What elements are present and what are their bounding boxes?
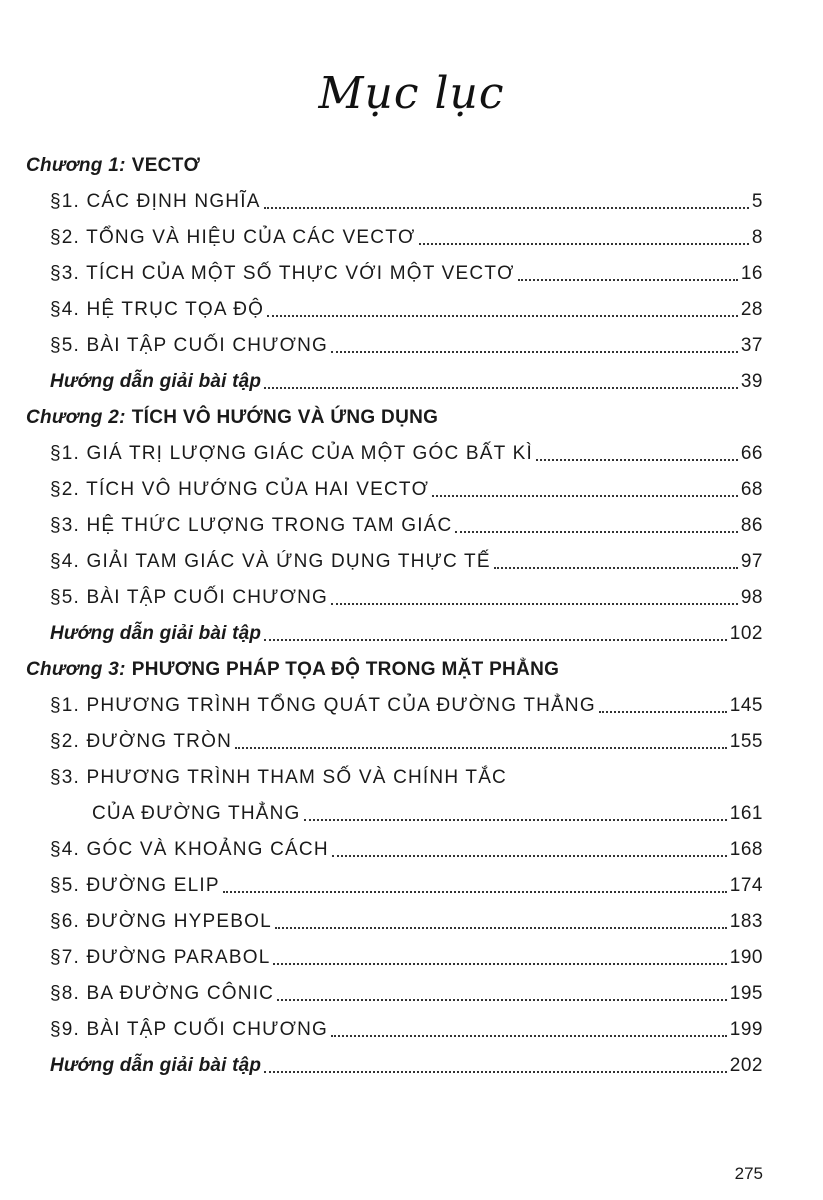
- chapter-label: Chương 3:: [26, 659, 126, 680]
- toc-entry: [0, 940, 823, 976]
- dot-leader: [264, 639, 727, 641]
- chapter-label: Chương 2:: [26, 407, 126, 428]
- toc-guide-entry: [0, 616, 823, 652]
- page-number: 275: [734, 1164, 763, 1183]
- entry-page: 195: [729, 983, 763, 1004]
- dot-leader: [264, 387, 738, 389]
- chapter-name: TÍCH VÔ HƯỚNG VÀ ỨNG DỤNG: [131, 407, 439, 428]
- entry-page: 145: [729, 695, 763, 716]
- entry-page: 174: [729, 875, 763, 896]
- dot-leader: [331, 603, 738, 605]
- entry-title: §4. HỆ TRỤC TỌA ĐỘ: [50, 299, 265, 320]
- toc-entry: [0, 1012, 823, 1048]
- toc-entry: [0, 292, 823, 328]
- toc-entry: [0, 544, 823, 580]
- dot-leader: [331, 351, 738, 353]
- entry-title: §2. TÍCH VÔ HƯỚNG CỦA HAI VECTƠ: [50, 479, 430, 500]
- dot-leader: [536, 459, 738, 461]
- toc-entry: [0, 724, 823, 760]
- toc-entry-continuation: [0, 796, 823, 832]
- dot-leader: [275, 927, 727, 929]
- chapter-heading: [0, 652, 823, 688]
- entry-page: 8: [751, 227, 763, 248]
- entry-title: §3. HỆ THỨC LƯỢNG TRONG TAM GIÁC: [50, 515, 453, 536]
- entry-page: 98: [740, 587, 763, 608]
- entry-title: §3. TÍCH CỦA MỘT SỐ THỰC VỚI MỘT VECTƠ: [50, 263, 515, 284]
- dot-leader: [494, 567, 738, 569]
- entry-title: §1. PHƯƠNG TRÌNH TỔNG QUÁT CỦA ĐƯỜNG THẲNG: [50, 695, 596, 716]
- toc-guide-entry: [0, 364, 823, 400]
- chapter-label: Chương 1:: [26, 155, 126, 176]
- dot-leader: [432, 495, 738, 497]
- entry-title-continuation: CỦA ĐƯỜNG THẲNG: [92, 803, 301, 824]
- entry-title: §5. BÀI TẬP CUỐI CHƯƠNG: [50, 335, 328, 356]
- guide-page: 39: [740, 371, 763, 392]
- dot-leader: [264, 207, 749, 209]
- dot-leader: [273, 963, 726, 965]
- entry-title: §7. ĐƯỜNG PARABOL: [50, 947, 271, 968]
- guide-title: Hướng dẫn giải bài tập: [50, 623, 262, 644]
- entry-page: 28: [740, 299, 763, 320]
- toc-entry: [0, 508, 823, 544]
- dot-leader: [304, 819, 727, 821]
- dot-leader: [223, 891, 727, 893]
- entry-page: 161: [729, 803, 763, 824]
- toc-entry: [0, 688, 823, 724]
- toc-entry: [0, 328, 823, 364]
- toc-guide-entry: [0, 1048, 823, 1084]
- guide-title: Hướng dẫn giải bài tập: [50, 1055, 262, 1076]
- toc-entry: [0, 580, 823, 616]
- entry-page: 37: [740, 335, 763, 356]
- dot-leader: [235, 747, 727, 749]
- toc-entry-first-line: [0, 760, 823, 796]
- entry-page: 155: [729, 731, 763, 752]
- toc-entry: [0, 868, 823, 904]
- entry-title: §5. ĐƯỜNG ELIP: [50, 875, 220, 896]
- entry-page: 97: [740, 551, 763, 572]
- entry-page: 86: [740, 515, 763, 536]
- entry-title: §2. ĐƯỜNG TRÒN: [50, 731, 232, 752]
- dot-leader: [332, 855, 727, 857]
- dot-leader: [277, 999, 727, 1001]
- guide-title: Hướng dẫn giải bài tập: [50, 371, 262, 392]
- entry-page: 168: [729, 839, 763, 860]
- toc-entry: [0, 832, 823, 868]
- page-title: Mục lục: [318, 68, 505, 119]
- dot-leader: [518, 279, 738, 281]
- dot-leader: [419, 243, 749, 245]
- entry-title: §9. BÀI TẬP CUỐI CHƯƠNG: [50, 1019, 328, 1040]
- entry-page: 16: [740, 263, 763, 284]
- toc-entry: [0, 184, 823, 220]
- dot-leader: [267, 315, 738, 317]
- dot-leader: [331, 1035, 727, 1037]
- dot-leader: [264, 1071, 727, 1073]
- toc-entry: [0, 436, 823, 472]
- chapter-name: VECTƠ: [131, 155, 201, 176]
- entry-title: §5. BÀI TẬP CUỐI CHƯƠNG: [50, 587, 328, 608]
- chapter-heading: [0, 400, 823, 436]
- entry-page: 199: [729, 1019, 763, 1040]
- guide-page: 202: [729, 1055, 763, 1076]
- chapter-heading: [0, 148, 823, 184]
- entry-title: §1. GIÁ TRỊ LƯỢNG GIÁC CỦA MỘT GÓC BẤT KÌ: [50, 443, 533, 464]
- entry-page: 5: [751, 191, 763, 212]
- entry-page: 66: [740, 443, 763, 464]
- entry-title: §4. GIẢI TAM GIÁC VÀ ỨNG DỤNG THỰC TẾ: [50, 551, 491, 572]
- toc-entry: [0, 256, 823, 292]
- toc-entry: [0, 904, 823, 940]
- chapter-name: PHƯƠNG PHÁP TỌA ĐỘ TRONG MẶT PHẲNG: [131, 659, 560, 680]
- entry-title: §3. PHƯƠNG TRÌNH THAM SỐ VÀ CHÍNH TẮC: [50, 767, 507, 788]
- dot-leader: [599, 711, 727, 713]
- entry-page: 190: [729, 947, 763, 968]
- entry-title: §1. CÁC ĐỊNH NGHĨA: [50, 191, 261, 212]
- entry-title: §6. ĐƯỜNG HYPEBOL: [50, 911, 272, 932]
- entry-page: 68: [740, 479, 763, 500]
- toc-entry: [0, 472, 823, 508]
- entry-title: §8. BA ĐƯỜNG CÔNIC: [50, 983, 275, 1004]
- entry-title: §4. GÓC VÀ KHOẢNG CÁCH: [50, 839, 329, 860]
- toc-entry: [0, 976, 823, 1012]
- guide-page: 102: [729, 623, 763, 644]
- table-of-contents: [0, 148, 823, 1084]
- entry-page: 183: [729, 911, 763, 932]
- dot-leader: [455, 531, 737, 533]
- toc-entry: [0, 220, 823, 256]
- entry-title: §2. TỔNG VÀ HIỆU CỦA CÁC VECTƠ: [50, 227, 416, 248]
